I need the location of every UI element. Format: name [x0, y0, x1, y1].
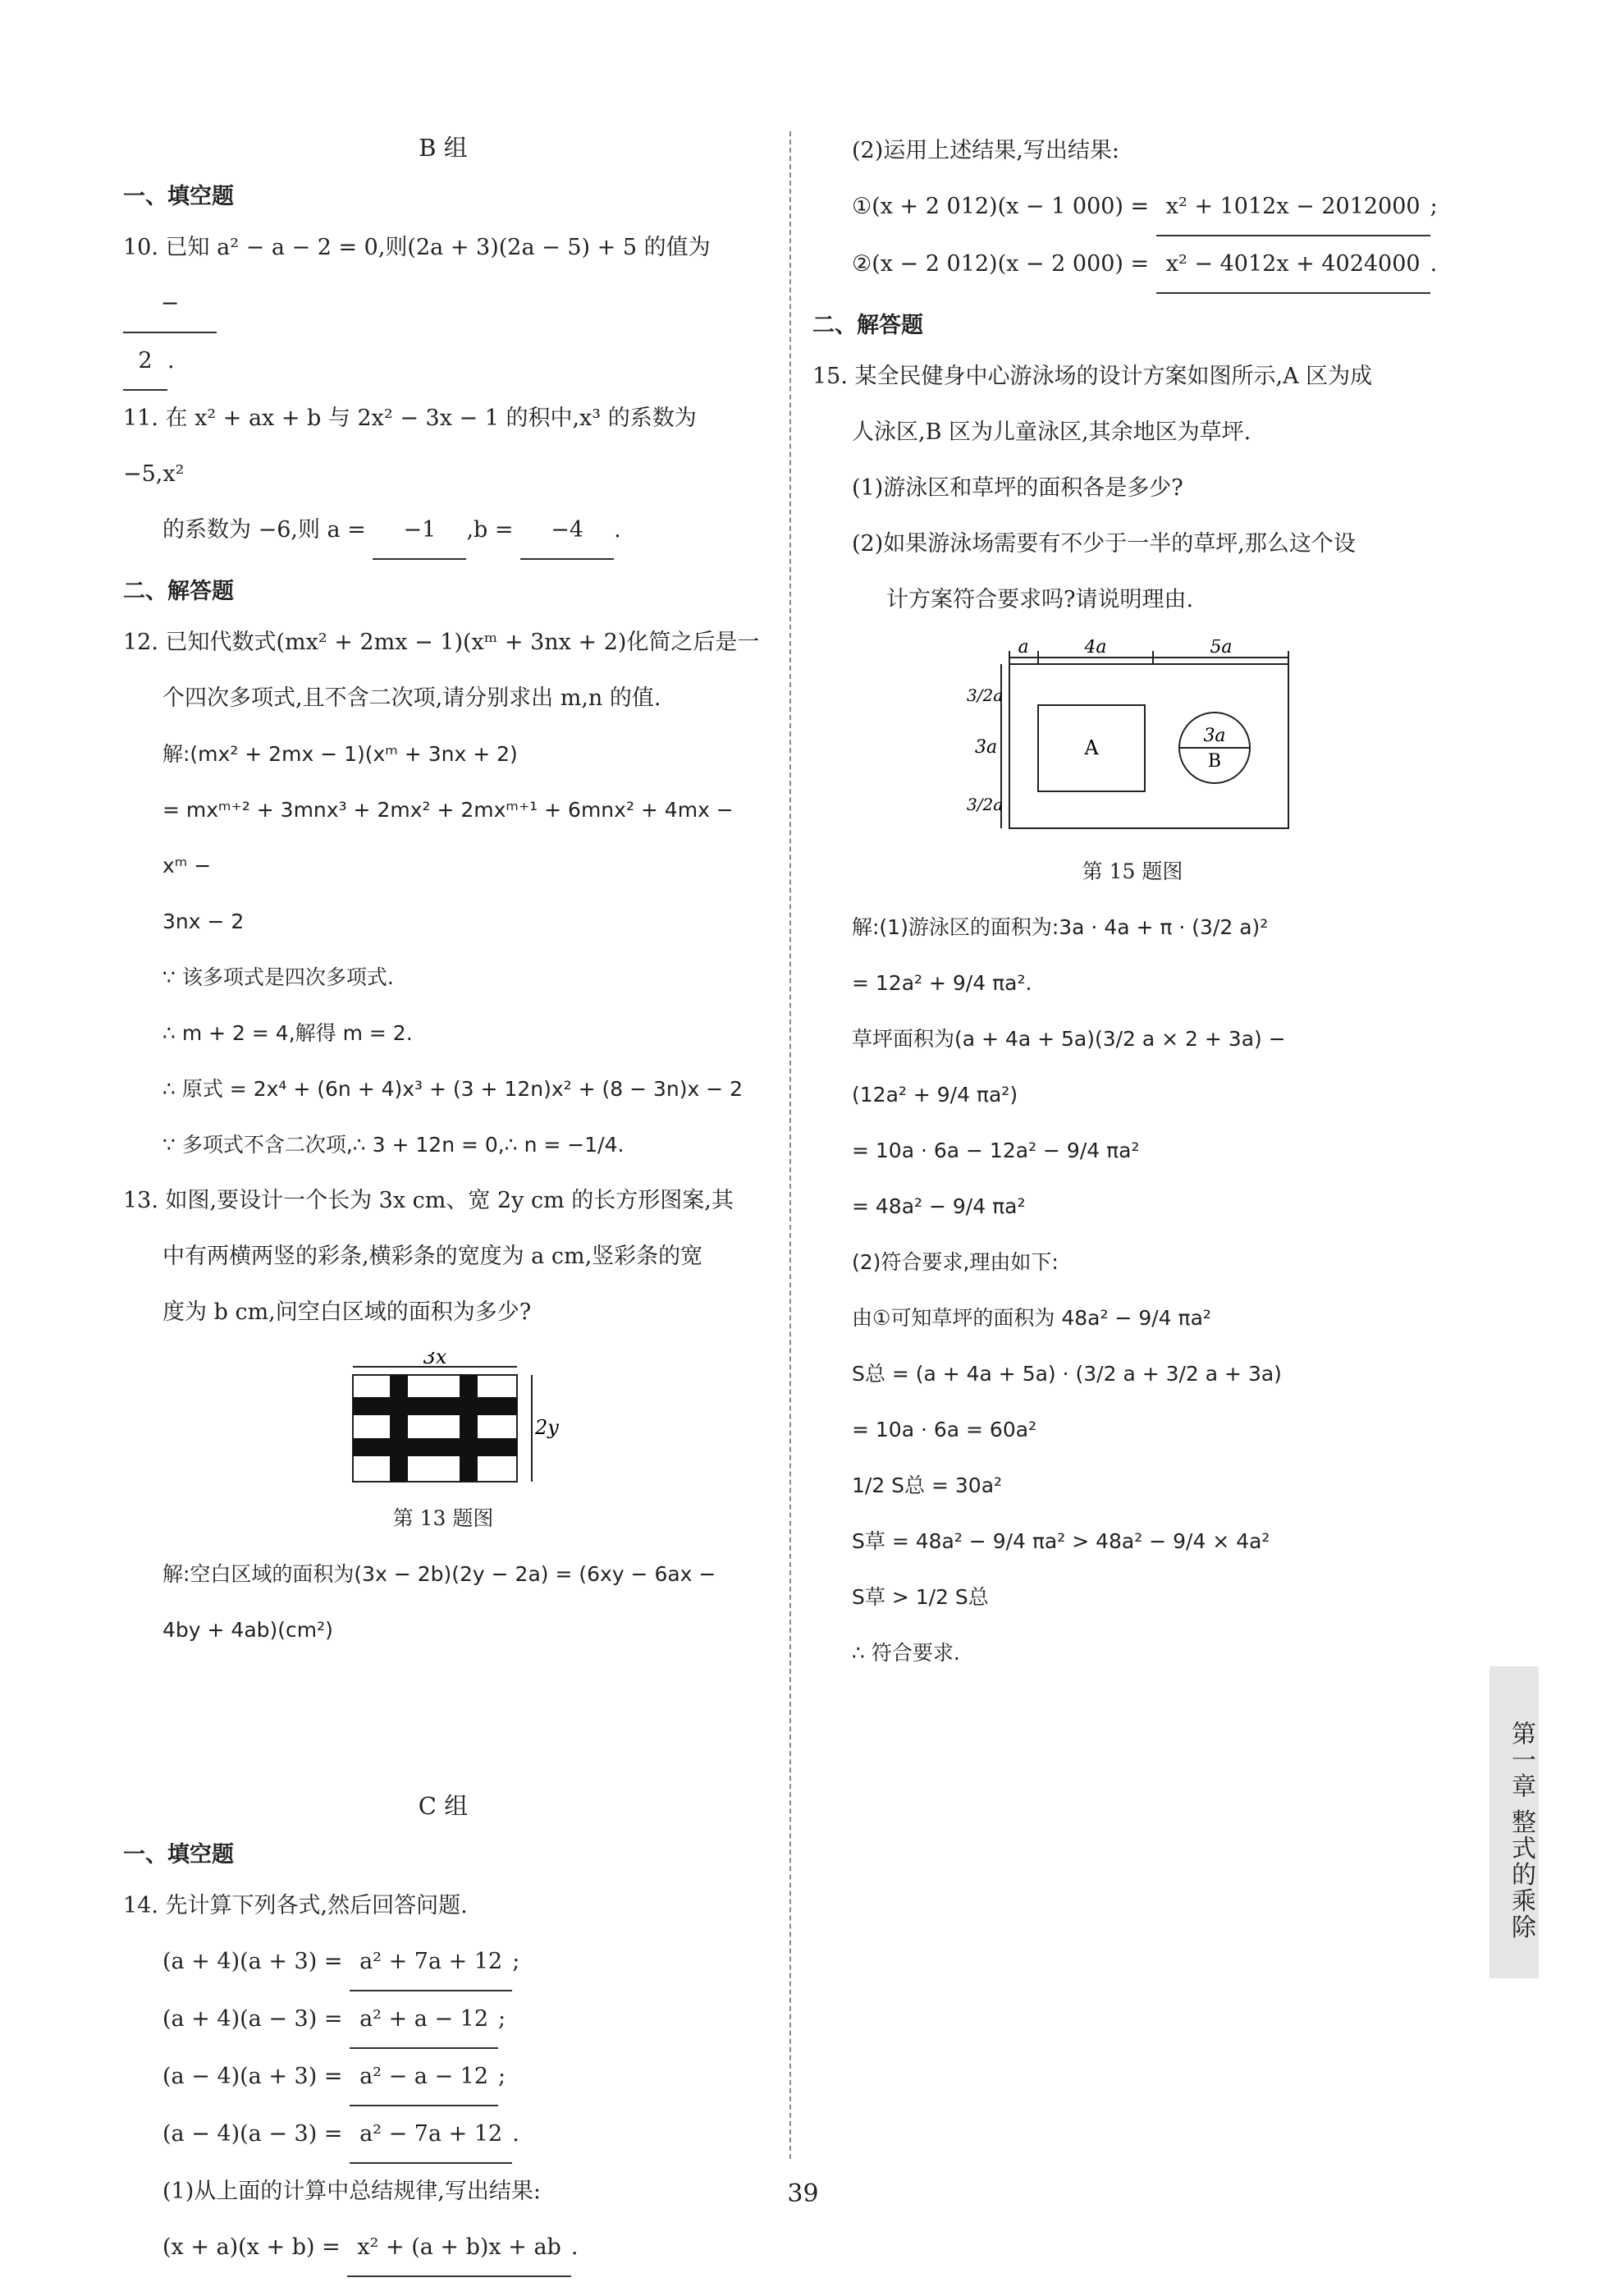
q12-solution-3: 3nx − 2 [162, 910, 245, 933]
figure-15-caption: 第 15 题图 [1082, 859, 1183, 883]
svg-text:a: a [1018, 639, 1029, 658]
svg-text:3/2a: 3/2a [967, 795, 1004, 814]
q14-part-1: (1)从上面的计算中总结规律,写出结果: [162, 2179, 541, 2204]
figure-15 [812, 639, 1453, 850]
section-answer: 二、解答题 [123, 579, 234, 604]
q14-part-2-1: ①(x + 2 012)(x − 1 000) = x² + 1012x − 2012000 ; [812, 179, 1453, 236]
fig13-width-label: 3x [423, 1352, 447, 1368]
zone-a-label: A [1084, 736, 1099, 759]
q14-row-4: (a − 4)(a − 3) = a² − 7a + 12 . [123, 2106, 763, 2164]
section-fill-blank: 一、填空题 [123, 184, 234, 209]
figure-13-diagram [320, 1352, 566, 1492]
svg-text:4a: 4a [1084, 639, 1107, 658]
q14-row-1: (a + 4)(a + 3) = a² + 7a + 12 ; [123, 1934, 763, 1991]
question-11: 11. 在 x² + ax + b 与 2x² − 3x − 1 的积中,x³ 的系数为 −5,x² [123, 406, 697, 487]
q15-solution-8: 由①可知草坪的面积为 48a² − 9/4 πa² [852, 1306, 1211, 1330]
q15-solution-11: 1/2 S总 = 30a² [852, 1473, 1003, 1497]
q11-answer-a: −1 [373, 502, 466, 560]
q14-row-1-answer: a² + 7a + 12 [350, 1934, 512, 1991]
q14-part-2: (2)运用上述结果,写出结果: [852, 138, 1119, 163]
q15-part-2: (2)如果游泳场需要有不少于一半的草坪,那么这个设 [852, 531, 1356, 557]
q14-part-1-answer: x² + (a + b)x + ab [347, 2220, 570, 2277]
q12-solution-5: ∴ m + 2 = 4,解得 m = 2. [162, 1021, 413, 1045]
section-answer-right: 二、解答题 [812, 313, 923, 338]
left-column [123, 123, 763, 2277]
page-number: 39 [787, 2179, 819, 2208]
q15-solution-4: (12a² + 9/4 πa²) [852, 1083, 1018, 1107]
question-10: 10. 已知 a² − a − 2 = 0,则(2a + 3)(2a − 5) + 5 的值为 − [123, 220, 763, 333]
q14-part-2-2-answer: x² − 4012x + 4024000 [1156, 236, 1430, 294]
zone-b-label: B [1207, 751, 1222, 772]
q14-row-4-answer: a² − 7a + 12 [350, 2106, 512, 2164]
q12-solution-7: ∵ 多项式不含二次项,∴ 3 + 12n = 0,∴ n = −1/4. [162, 1133, 625, 1157]
q15-solution-7: (2)符合要求,理由如下: [852, 1250, 1059, 1274]
q12-solution-1: 解:(mx² + 2mx − 1)(xᵐ + 3nx + 2) [162, 742, 518, 766]
chapter-side-tab: 第一章 整式的乘除 [1489, 1666, 1539, 1978]
q15-solution-13: S草 > 1/2 S总 [852, 1585, 989, 1609]
figure-15-diagram [960, 639, 1305, 845]
svg-text:5a: 5a [1210, 639, 1233, 658]
right-column [812, 123, 1453, 1681]
question-13: 13. 如图,要设计一个长为 3x cm、宽 2y cm 的长方形图案,其 [123, 1188, 734, 1213]
section-fill-blank-2: 一、填空题 [123, 1842, 234, 1868]
figure-13-caption: 第 13 题图 [392, 1506, 494, 1530]
question-15-cont: 人泳区,B 区为儿童泳区,其余地区为草坪. [852, 419, 1251, 445]
group-c-title: C 组 [418, 1792, 469, 1820]
column-divider [789, 131, 791, 2159]
question-10-cont: 2 . [123, 333, 763, 391]
q15-solution-14: ∴ 符合要求. [852, 1641, 960, 1665]
q15-solution-10: = 10a · 6a = 60a² [852, 1418, 1037, 1441]
q10-answer: − [123, 276, 217, 333]
svg-text:3/2a: 3/2a [967, 685, 1004, 705]
q15-solution-1: 解:(1)游泳区的面积为:3a · 4a + π · (3/2 a)² [852, 915, 1269, 939]
q15-solution-9: S总 = (a + 4a + 5a) · (3/2 a + 3/2 a + 3a) [852, 1362, 1282, 1386]
svg-text:3a: 3a [975, 737, 998, 758]
svg-text:3a: 3a [1203, 726, 1226, 746]
q11-answer-b: −4 [520, 502, 614, 560]
q14-row-3-answer: a² − a − 12 [350, 2049, 498, 2106]
q14-row-3: (a − 4)(a + 3) = a² − a − 12 ; [123, 2049, 763, 2106]
q14-part-2-1-answer: x² + 1012x − 2012000 [1156, 179, 1430, 236]
question-13-cont2: 度为 b cm,问空白区域的面积为多少? [162, 1299, 532, 1325]
q15-solution-2: = 12a² + 9/4 πa². [852, 971, 1032, 995]
q14-part-2-2: ②(x − 2 012)(x − 2 000) = x² − 4012x + 4024000 . [812, 236, 1453, 294]
question-14: 14. 先计算下列各式,然后回答问题. [123, 1893, 468, 1918]
q15-part-1: (1)游泳区和草坪的面积各是多少? [852, 475, 1183, 501]
q12-solution-6: ∴ 原式 = 2x⁴ + (6n + 4)x³ + (3 + 12n)x² + (8 − 3n)x − 2 [162, 1077, 744, 1101]
q13-solution-2: 4by + 4ab)(cm²) [162, 1618, 333, 1642]
q13-solution-1: 解:空白区域的面积为(3x − 2b)(2y − 2a) = (6xy − 6ax − [162, 1562, 716, 1586]
q15-solution-5: = 10a · 6a − 12a² − 9/4 πa² [852, 1139, 1140, 1162]
question-15: 15. 某全民健身中心游泳场的设计方案如图所示,A 区为成 [812, 364, 1373, 389]
question-11-cont: 的系数为 −6,则 a = −1 ,b = −4 . [123, 502, 763, 560]
q14-row-2: (a + 4)(a − 3) = a² + a − 12 ; [123, 1991, 763, 2049]
q15-part-2-cont: 计方案符合要求吗?请说明理由. [886, 587, 1194, 612]
figure-13 [123, 1352, 763, 1497]
q14-row-2-answer: a² + a − 12 [350, 1991, 498, 2049]
group-b-title: B 组 [419, 134, 468, 162]
q14-part-1-eq: (x + a)(x + b) = x² + (a + b)x + ab . [123, 2220, 763, 2277]
q15-solution-3: 草坪面积为(a + 4a + 5a)(3/2 a × 2 + 3a) − [852, 1027, 1286, 1051]
q10-answer-cont: 2 [123, 333, 167, 391]
q15-solution-6: = 48a² − 9/4 πa² [852, 1194, 1026, 1218]
q12-solution-4: ∵ 该多项式是四次多项式. [162, 965, 394, 989]
q12-solution-2: = mxᵐ⁺² + 3mnx³ + 2mx² + 2mxᵐ⁺¹ + 6mnx² + 4mx − xᵐ − [162, 798, 734, 878]
fig13-height-label: 2y [535, 1416, 559, 1439]
q15-solution-12: S草 = 48a² − 9/4 πa² > 48a² − 9/4 × 4a² [852, 1529, 1270, 1553]
question-12-cont: 个四次多项式,且不含二次项,请分别求出 m,n 的值. [162, 685, 661, 711]
question-12: 12. 已知代数式(mx² + 2mx − 1)(xᵐ + 3nx + 2)化简之后是一 [123, 630, 760, 655]
question-13-cont: 中有两横两竖的彩条,横彩条的宽度为 a cm,竖彩条的宽 [162, 1244, 703, 1269]
